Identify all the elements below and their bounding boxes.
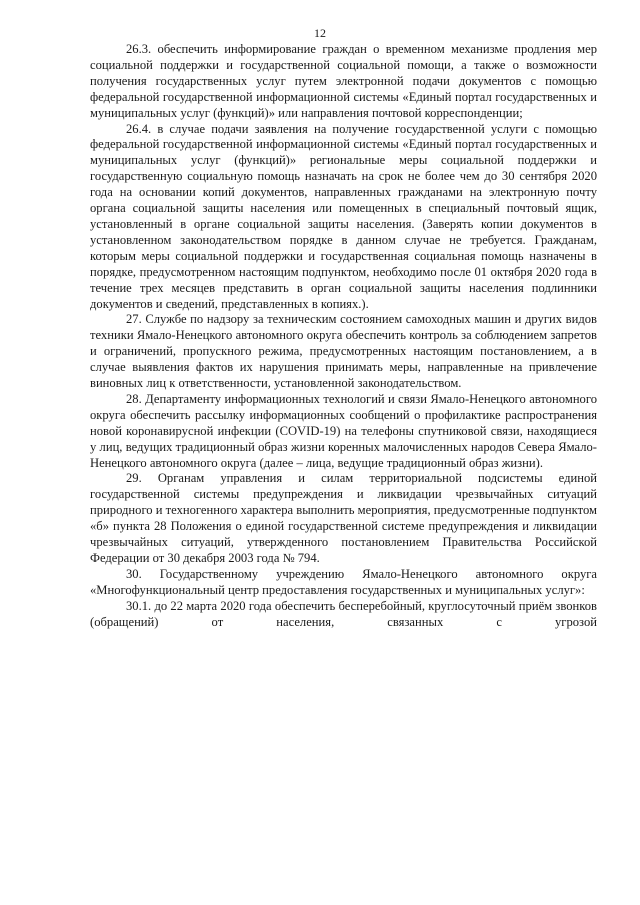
paragraph-29: 29. Органам управления и силам территориальной подсистемы единой государственной системы предупреждения и ликвидации чрезвычайных ситуаций природного и техногенного характера выполнить мероприятия, предусмотренные подпунктом «б» пункта 28 Положения о единой государственной системе предупреждения и ликвидации чрезвычайных ситуаций, утвержденного постановлением Правительства Российской Федерации от 30 декабря 2003 года № 794.: [90, 471, 597, 565]
paragraph-27: 27. Службе по надзору за техническим состоянием самоходных машин и других видов техники Ямало-Ненецкого автономного округа обеспечить контроль за соблюдением запретов и ограничений, пропускного режима, предусмотренных настоящим постановлением, а в случае выявления фактов их нарушения принимать меры, направленные на привлечение виновных лиц к ответственности, установленной законодательством.: [90, 312, 597, 391]
document-body: [90, 42, 597, 631]
paragraph-26-4: 26.4. в случае подачи заявления на получение государственной услуги с помощью федеральной государственной информационной системы «Единый портал государственных и муниципальных услуг (функций)» региональные меры социальной поддержки и государственную социальную помощь назначать на срок не более чем до 30 сентября 2020 года на основании копий документов, направленных гражданами на электронную почту органа социальной защиты населения или помещенных в специальный почтовый ящик, установленный в органе социальной защиты населения. (Заверять копии документов в установленном законодательством порядке в данном случае не требуется. Гражданам, которым меры социальной поддержки и государственная социальная помощь назначены в порядке, предусмотренном настоящим подпунктом, необходимо после 01 октября 2020 года в течение трех месяцев представить в орган социальной защиты населения подлинники документов и сведений, представленных в копиях.).: [90, 121, 597, 311]
paragraph-28: 28. Департаменту информационных технологий и связи Ямало-Ненецкого автономного округа обеспечить рассылку информационных сообщений о профилактике распространения новой коронавирусной инфекции (COVID-19) на телефоны спутниковой связи, находящиеся у лиц, ведущих традиционный образ жизни коренных малочисленных народов Севера Ямало-Ненецкого автономного округа (далее – лица, ведущие традиционный образ жизни).: [90, 391, 597, 470]
paragraph-30: 30. Государственному учреждению Ямало-Ненецкого автономного округа «Многофункциональный центр предоставления государственных и муниципальных услуг»:: [90, 566, 597, 597]
paragraph-26-3: 26.3. обеспечить информирование граждан о временном механизме продления мер социальной поддержки и государственной социальной помощи, а также о возможности получения государственных услуг путем электронной подачи документов с помощью федеральной государственной информационной системы «Единый портал государственных и муниципальных услуг (функций)» или направления почтовой корреспонденции;: [90, 42, 597, 120]
paragraph-30-1: 30.1. до 22 марта 2020 года обеспечить бесперебойный, круглосуточный приём звонков (обращений) от населения, связанных с угрозой: [90, 598, 597, 629]
page-number: 12: [314, 26, 326, 40]
